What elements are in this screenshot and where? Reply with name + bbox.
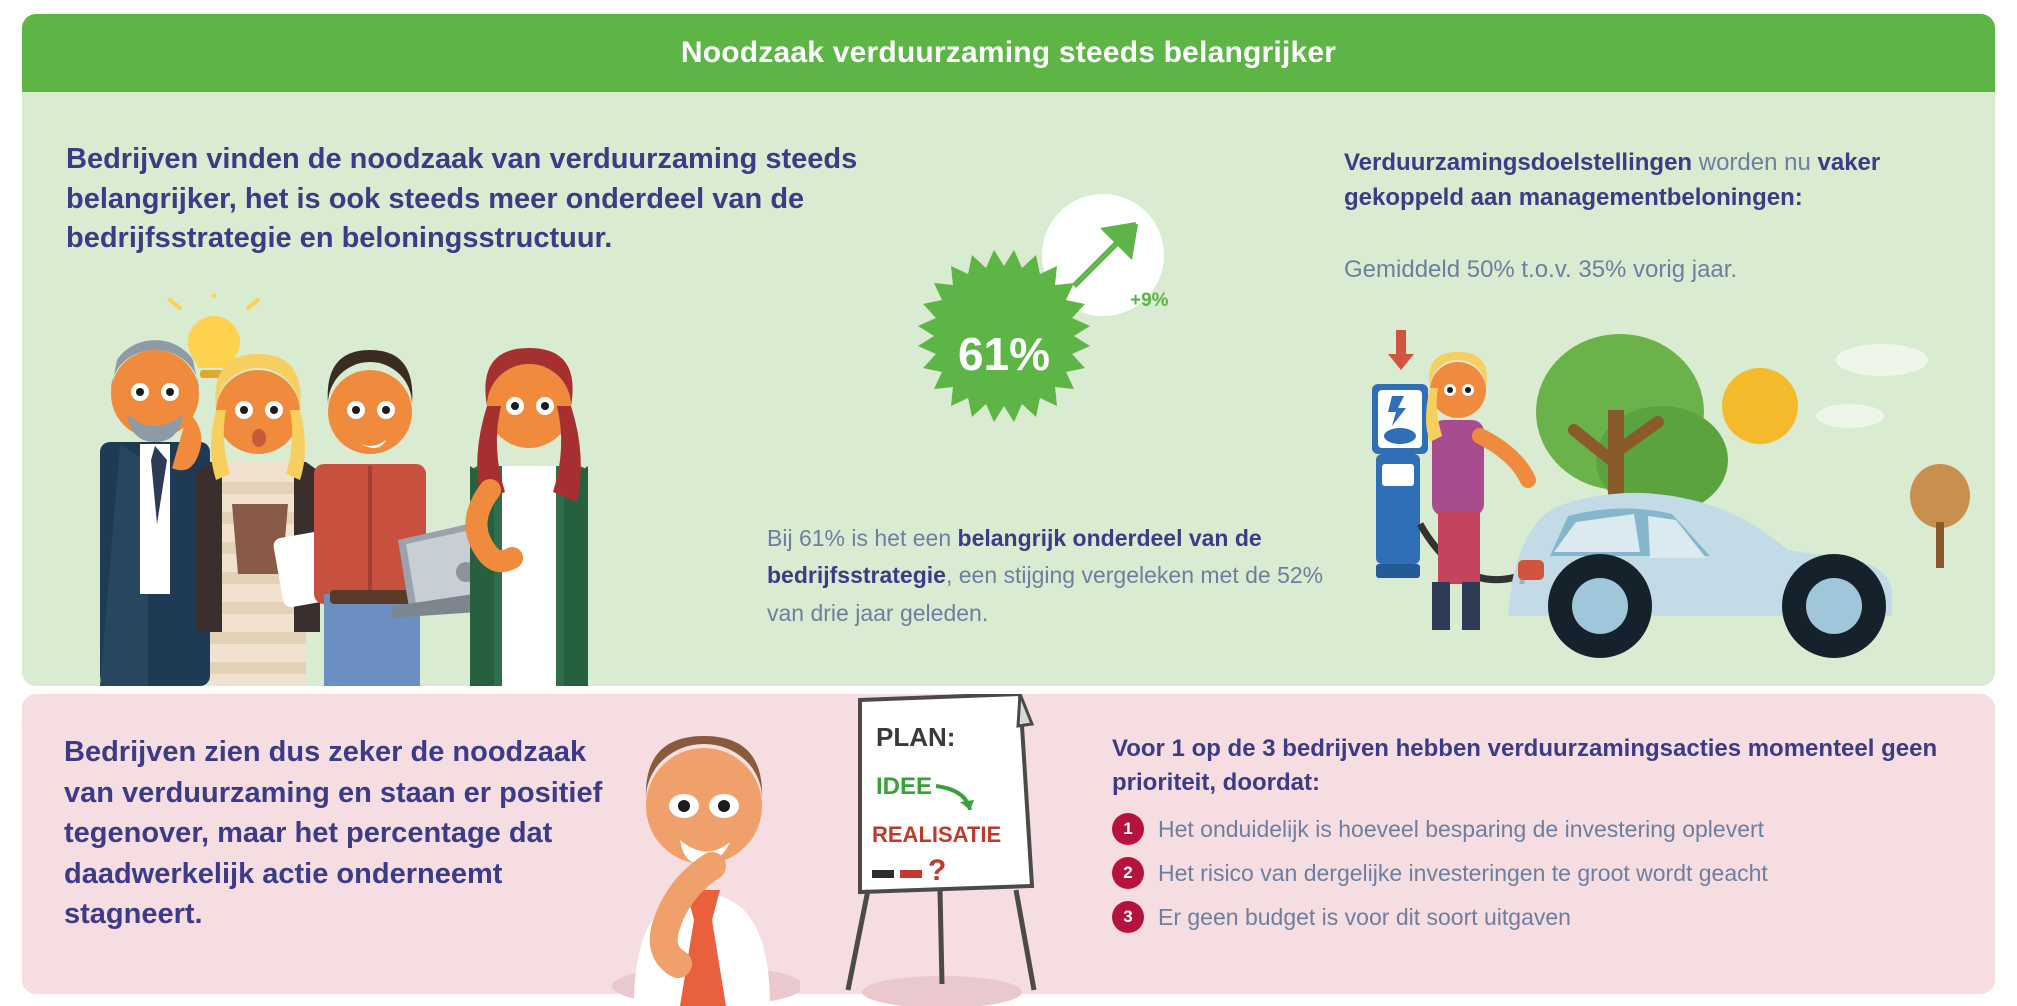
- green-middle-paragraph: [767, 520, 1337, 632]
- green-panel: [22, 14, 1995, 686]
- flipchart-illustration: [820, 694, 1070, 1006]
- right-heading: [1344, 146, 1995, 216]
- pink-right-heading: Voor 1 op de 3 bedrijven hebben verduurzamingsacties momenteel geen prioriteit, doordat:: [1112, 735, 1938, 796]
- person-3: [314, 350, 426, 686]
- badge-percentage: 61%: [957, 328, 1051, 380]
- title-bar: [22, 14, 1995, 92]
- right-heading-bold-1: Verduurzamingsdoelstellingen: [1344, 149, 1693, 176]
- flipchart-label-realisatie: REALISATIE: [872, 822, 1002, 847]
- middle-text-bold: belangrijk onderdeel van de bedrijfsstrategie: [767, 525, 1262, 589]
- list-item: [1112, 901, 1942, 933]
- thinking-businessman-illustration: [600, 694, 800, 1006]
- charging-post: [1376, 454, 1420, 578]
- stat-badge-group: [902, 194, 1232, 414]
- list-item: [1112, 813, 1942, 845]
- star-badge: [916, 266, 1092, 442]
- reason-number-badge: 1: [1112, 813, 1144, 845]
- reason-number-badge: 3: [1112, 901, 1144, 933]
- person-4: [470, 348, 588, 686]
- green-headline: Bedrijven vinden de noodzaak van verduurzaming steeds belangrijker, het is ook steeds meer onderdeel van de bedrijfsstrategie en beloningsstructuur.: [66, 143, 858, 255]
- middle-text-part2: , een stijging vergeleken met de 52% van drie jaar geleden.: [767, 562, 1324, 626]
- small-tree-illustration: [1910, 464, 1970, 568]
- middle-text-part1: Bij 61% is het een: [767, 525, 958, 551]
- reason-number-badge: 2: [1112, 857, 1144, 889]
- flipchart-label-idee: IDEE: [876, 773, 933, 800]
- green-right-column: [1344, 146, 1995, 284]
- sun-icon: [1722, 368, 1798, 444]
- electric-car-charging-illustration: [1362, 324, 1982, 686]
- reason-text: Het risico van dergelijke investeringen te groot wordt geacht: [1158, 859, 1768, 886]
- list-item: [1112, 857, 1942, 889]
- flipchart-label-question: ?: [928, 854, 947, 887]
- right-heading-bold-2: vaker gekoppeld aan managementbeloningen:: [1344, 149, 1881, 211]
- right-heading-normal: worden nu: [1692, 149, 1818, 176]
- cloud-icon: [1816, 344, 1928, 428]
- charging-plug: [1518, 560, 1544, 580]
- reason-text: Er geen budget is voor dit soort uitgaven: [1158, 903, 1571, 930]
- badge-delta: +9%: [1130, 290, 1169, 311]
- charging-station-sign: [1372, 330, 1428, 454]
- right-subtext: Gemiddeld 50% t.o.v. 35% vorig jaar.: [1344, 255, 1738, 283]
- person-1: [100, 340, 210, 686]
- page-title: Noodzaak verduurzaming steeds belangrijker: [680, 36, 1337, 69]
- reason-text: Het onduidelijk is hoeveel besparing de investering oplevert: [1158, 815, 1765, 842]
- flipchart-label-plan: PLAN:: [876, 722, 956, 752]
- business-people-illustration: [82, 294, 702, 686]
- pink-right-block: [1112, 732, 1942, 933]
- pink-left-text: Bedrijven zien dus zeker de noodzaak van verduurzaming en staan er positief tegenover, maar het percentage dat daadwerkelijk actie onderneemt stagneert.: [64, 736, 603, 931]
- electric-car: [1508, 493, 1892, 658]
